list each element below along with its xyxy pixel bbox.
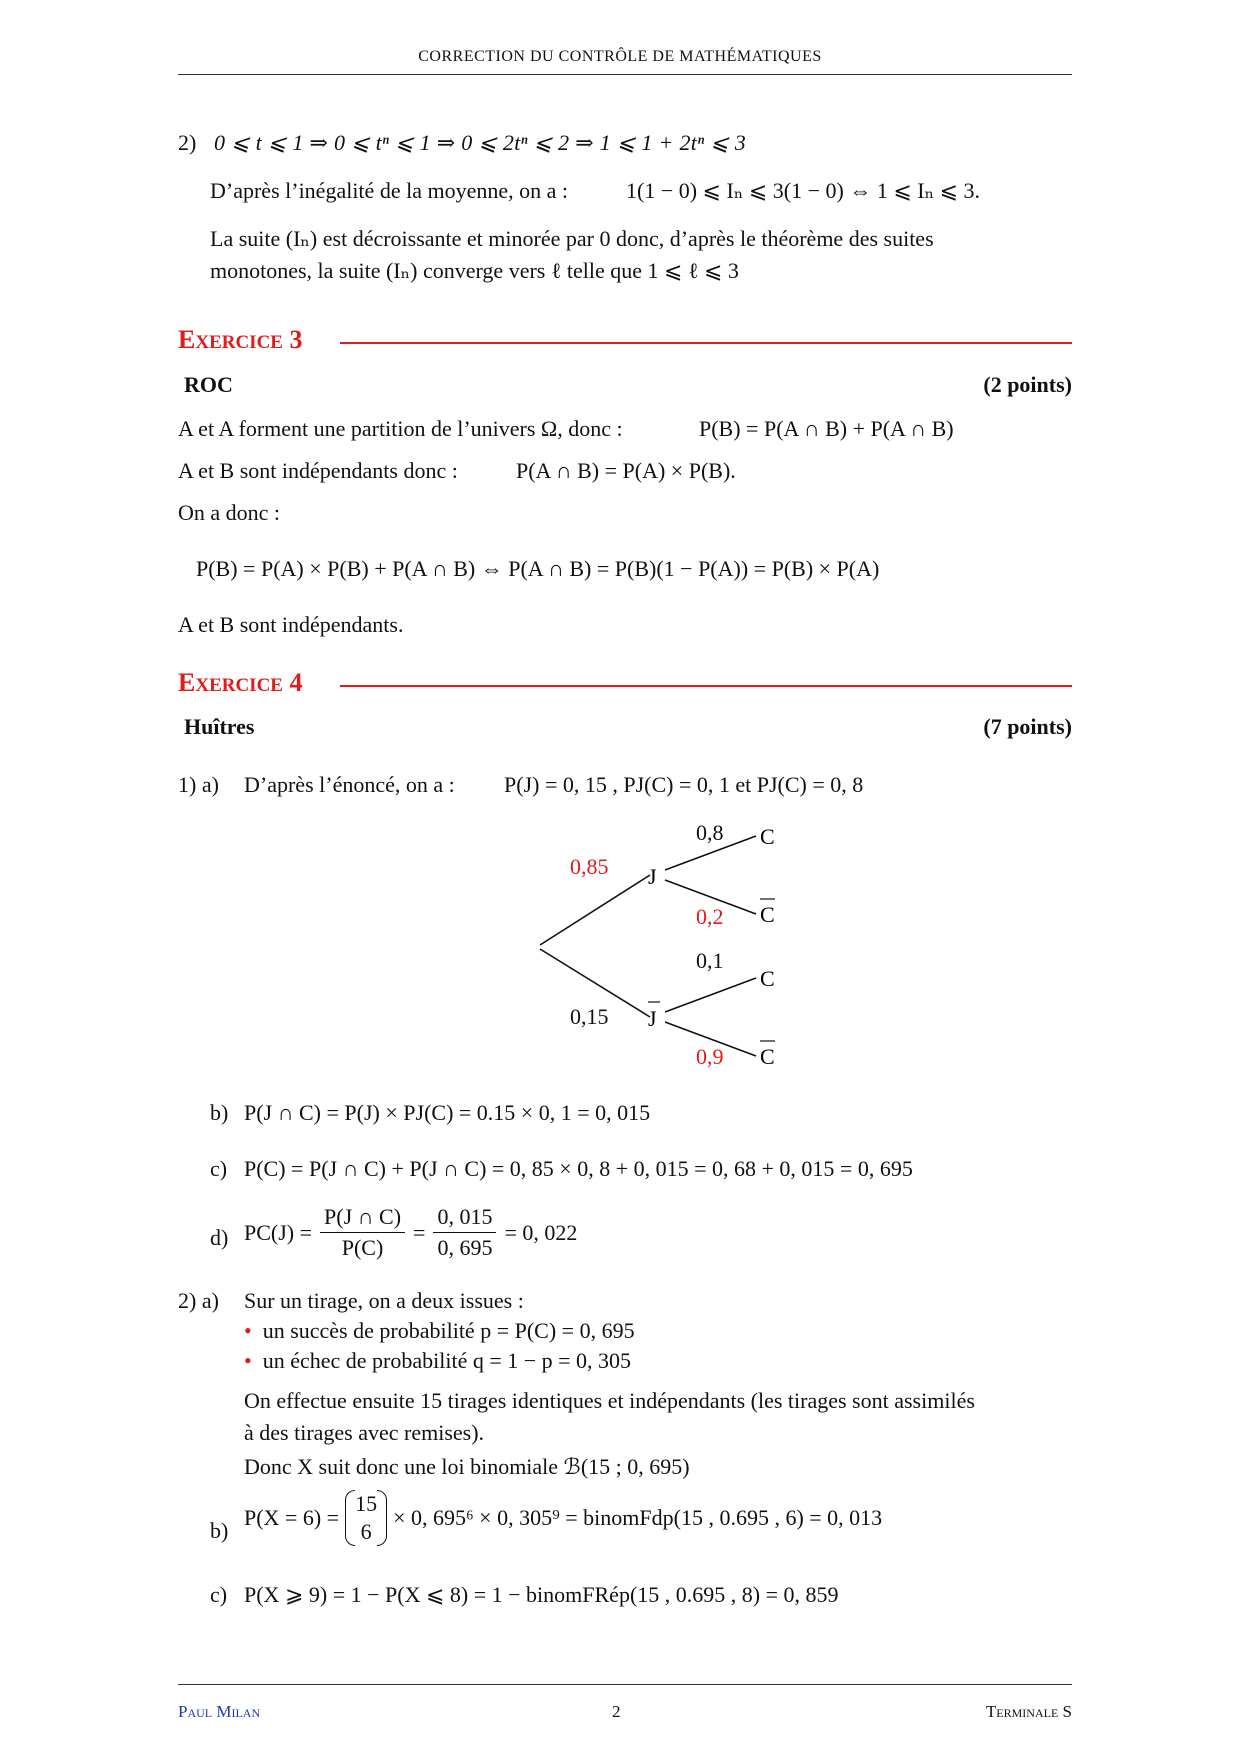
q2a-para-line1: On effectue ensuite 15 tirages identiques et indépendants (les tirages sont assimilés bbox=[244, 1388, 975, 1413]
q1d-den2: 0, 695 bbox=[437, 1235, 493, 1260]
exercise4-title-rest: XERCICE bbox=[195, 675, 283, 696]
exercise4-title-number: 4 bbox=[289, 668, 303, 697]
q2b-rhs: × 0, 695⁶ × 0, 305⁹ = binomFdp(15 , 0.695 , 6) = 0, 013 bbox=[393, 1505, 883, 1530]
exercise3-title-initial: E bbox=[178, 325, 196, 354]
prob-C-given-J: 0,8 bbox=[696, 820, 724, 845]
part2-line2: La suite (Iₙ) est décroissante et minorée par 0 donc, d’après le théorème des suites bbox=[210, 226, 934, 251]
q1d-num2: 0, 015 bbox=[433, 1204, 496, 1233]
ex3-line1-text: A et A forment une partition de l’univers Ω, donc : bbox=[178, 416, 623, 441]
q1d-den1: P(C) bbox=[341, 1235, 384, 1260]
ex3-conclusion: A et B sont indépendants. bbox=[178, 612, 404, 637]
leaf-Cbar-1: C bbox=[760, 902, 775, 927]
q2b-binom-top: 15 bbox=[355, 1491, 378, 1516]
q1b-label: b) bbox=[210, 1100, 229, 1125]
part2-line3: monotones, la suite (Iₙ) converge vers ℓ telle que 1 ⩽ ℓ ⩽ 3 bbox=[210, 258, 739, 283]
exercise3-title-number: 3 bbox=[289, 325, 303, 354]
part2-chain: 0 ⩽ t ⩽ 1 ⇒ 0 ⩽ tⁿ ⩽ 1 ⇒ 0 ⩽ 2tⁿ ⩽ 2 ⇒ 1 ⩽ 1 + 2tⁿ ⩽ 3 bbox=[214, 130, 747, 155]
page-header-title: CORRECTION DU CONTRÔLE DE MATHÉMATIQUES bbox=[418, 48, 822, 65]
prob-J: 0,85 bbox=[570, 854, 609, 879]
node-Jbar: J bbox=[648, 1006, 657, 1031]
q2b-binom-bottom: 6 bbox=[360, 1519, 372, 1544]
ex3-line2-text: A et B sont indépendants donc : bbox=[178, 458, 458, 483]
exercise4-points: (7 points) bbox=[983, 714, 1072, 739]
q2a-text: Sur un tirage, on a deux issues : bbox=[244, 1288, 524, 1313]
q1c-math: P(C) = P(J ∩ C) + P(J ∩ C) = 0, 85 × 0, 8 + 0, 015 = 0, 68 + 0, 015 = 0, 695 bbox=[244, 1156, 913, 1181]
q2a-bullet-2-text: un échec de probabilité q = 1 − p = 0, 305 bbox=[262, 1348, 632, 1373]
q2a-bullet-1-text: un succès de probabilité p = P(C) = 0, 695 bbox=[262, 1318, 635, 1343]
q2a-para-line2: à des tirages avec remises). bbox=[244, 1420, 485, 1445]
exercise4-title-initial: E bbox=[178, 668, 196, 697]
q2a-bullet-1 bbox=[244, 1318, 635, 1344]
q1a-text: D’après l’énoncé, on a : bbox=[244, 772, 455, 797]
bullet-icon: • bbox=[244, 1318, 252, 1343]
footer-class: Terminale S bbox=[985, 1702, 1072, 1721]
q2b-lhs: P(X = 6) = bbox=[244, 1505, 340, 1530]
q2b-label: b) bbox=[210, 1518, 229, 1543]
prob-Cbar-given-Jbar: 0,9 bbox=[696, 1044, 724, 1069]
prob-C-given-Jbar: 0,1 bbox=[696, 948, 724, 973]
ex3-line2-math: P(A ∩ B) = P(A) × P(B). bbox=[516, 458, 736, 483]
q2b-math bbox=[244, 1490, 882, 1546]
branch-Jbar-C bbox=[665, 978, 756, 1012]
q1a-label: 1) a) bbox=[178, 772, 219, 797]
exercise3-points: (2 points) bbox=[983, 372, 1072, 397]
probability-tree bbox=[520, 812, 820, 1082]
q2c-label: c) bbox=[210, 1582, 228, 1607]
ex3-line3: On a donc : bbox=[178, 500, 281, 525]
q1d-math bbox=[244, 1204, 577, 1261]
ex3-equation: P(B) = P(A) × P(B) + P(A ∩ B) ⇔ P(A ∩ B) = P(B)(1 − P(A)) = P(B) × P(A) bbox=[196, 556, 880, 581]
q1d-result: = 0, 022 bbox=[504, 1219, 578, 1245]
part2-number: 2) bbox=[178, 130, 197, 155]
q1d-lhs: PC(J) = bbox=[244, 1219, 313, 1245]
q1d-label: d) bbox=[210, 1225, 229, 1250]
q2a-para-line3: Donc X suit donc une loi binomiale ℬ(15 ; 0, 695) bbox=[244, 1454, 690, 1479]
q1d-fraction-2 bbox=[433, 1204, 496, 1261]
leaf-Cbar-2: C bbox=[760, 1044, 775, 1069]
q1b-math: P(J ∩ C) = P(J) × PJ(C) = 0.15 × 0, 1 = 0, 015 bbox=[244, 1100, 651, 1125]
part2-line1-math: 1(1 − 0) ⩽ Iₙ ⩽ 3(1 − 0) ⇔ 1 ⩽ Iₙ ⩽ 3. bbox=[626, 178, 981, 203]
exercise3-title-rest: XERCICE bbox=[195, 332, 283, 353]
q1c-label: c) bbox=[210, 1156, 228, 1181]
q1d-equals: = bbox=[413, 1219, 426, 1245]
q1d-fraction-1 bbox=[320, 1204, 405, 1261]
exercise4-subtitle: Huîtres bbox=[184, 714, 255, 739]
exercise3-title bbox=[178, 325, 302, 355]
q2a-label: 2) a) bbox=[178, 1288, 219, 1313]
leaf-C-1: C bbox=[760, 824, 775, 849]
footer-page-number: 2 bbox=[612, 1702, 621, 1721]
exercise3-subtitle: ROC bbox=[184, 372, 233, 397]
q2b-binomial bbox=[345, 1490, 387, 1546]
leaf-C-2: C bbox=[760, 966, 775, 991]
prob-Cbar-given-J: 0,2 bbox=[696, 904, 724, 929]
part2-line1-text: D’après l’inégalité de la moyenne, on a : bbox=[210, 178, 568, 203]
q2a-bullet-2 bbox=[244, 1348, 631, 1374]
header-rule bbox=[178, 74, 1072, 75]
prob-Jbar: 0,15 bbox=[570, 1004, 609, 1029]
q2c-math: P(X ⩾ 9) = 1 − P(X ⩽ 8) = 1 − binomFRép(15 , 0.695 , 8) = 0, 859 bbox=[244, 1582, 839, 1607]
exercise4-title bbox=[178, 668, 302, 698]
q1a-math: P(J) = 0, 15 , PJ(C) = 0, 1 et PJ(C) = 0, 8 bbox=[504, 772, 864, 797]
exercise4-red-rule bbox=[340, 685, 1072, 687]
bullet-icon: • bbox=[244, 1348, 252, 1373]
ex3-line1-math: P(B) = P(A ∩ B) + P(A ∩ B) bbox=[699, 416, 954, 441]
node-J: J bbox=[648, 864, 657, 889]
footer-author: Paul Milan bbox=[178, 1702, 261, 1721]
footer-rule bbox=[178, 1684, 1072, 1685]
q1d-num1: P(J ∩ C) bbox=[320, 1204, 405, 1233]
branch-root-J bbox=[540, 875, 650, 945]
exercise3-red-rule bbox=[340, 342, 1072, 344]
